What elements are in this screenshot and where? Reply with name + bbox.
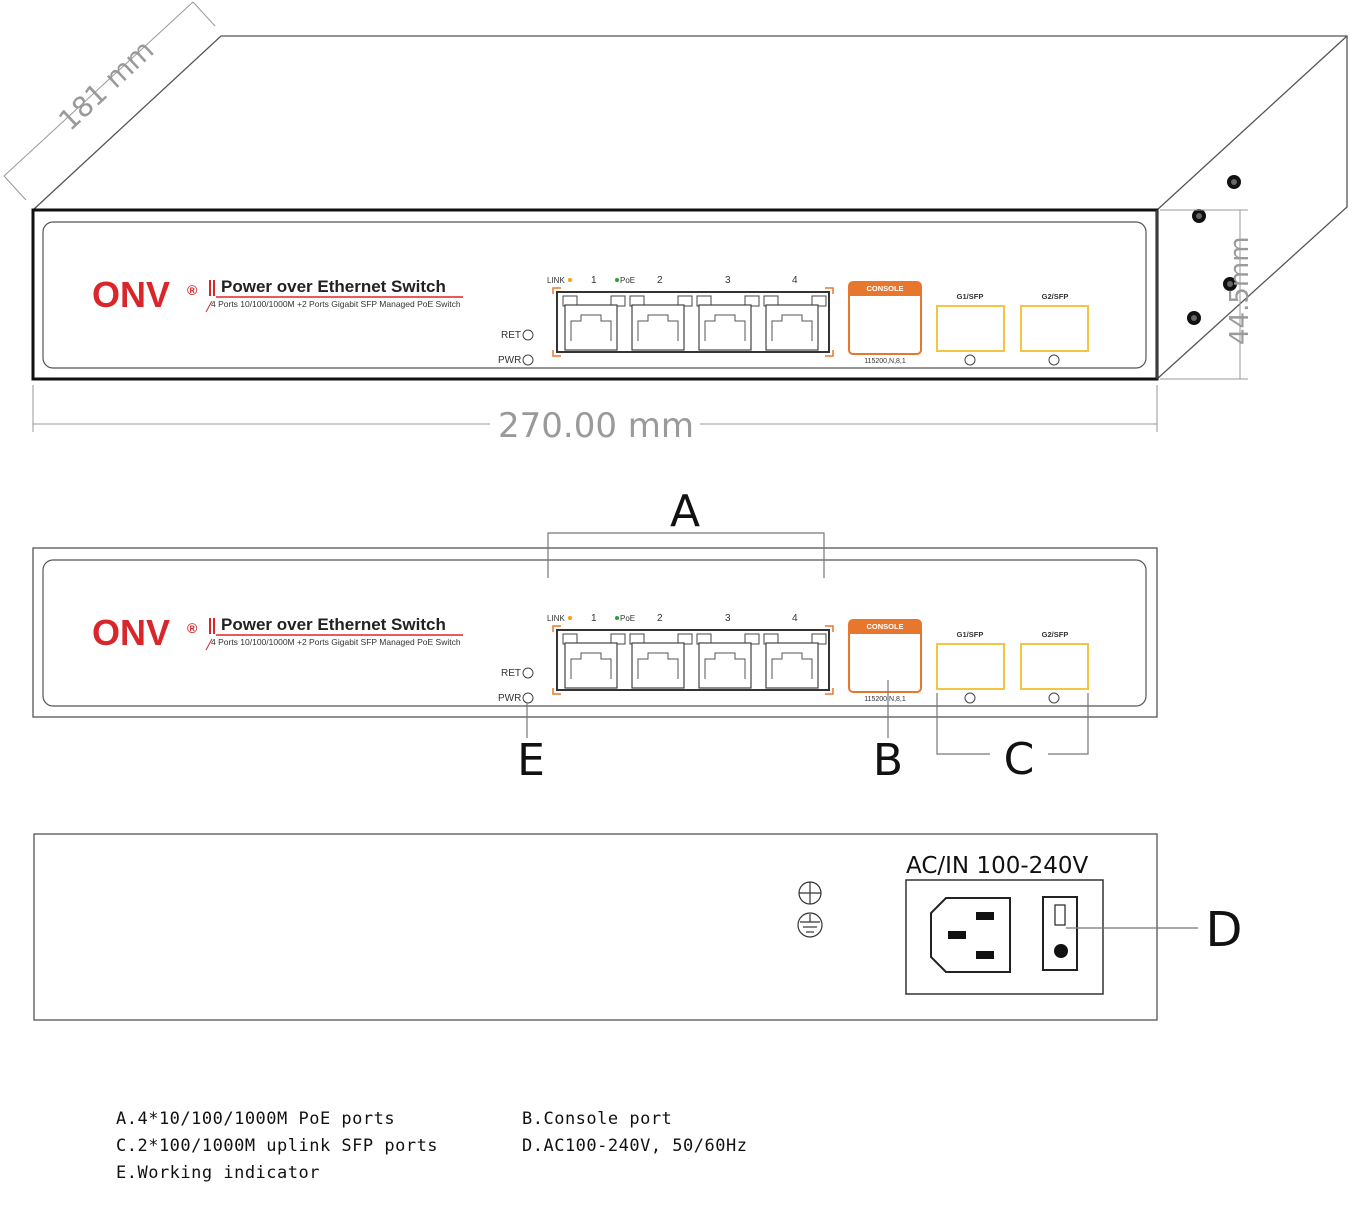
callout-c: C [1003, 734, 1035, 785]
callout-e: E [517, 735, 545, 786]
legend-e: E.Working indicator [116, 1163, 320, 1183]
svg-text:G1/SFP: G1/SFP [956, 630, 984, 639]
svg-text:RET: RET [501, 668, 521, 679]
console-baud: 115200,N,8,1 [864, 358, 906, 365]
svg-text:ONV: ONV [92, 612, 171, 653]
isometric-view [4, 2, 1347, 446]
legend-c: C.2*100/1000M uplink SFP ports [116, 1136, 439, 1156]
callout-d: D [1205, 902, 1243, 958]
svg-text:Power over Ethernet Switch: Power over Ethernet Switch [221, 615, 446, 634]
svg-text:1: 1 [591, 613, 597, 624]
svg-text:1: 1 [591, 275, 597, 286]
svg-text:®: ® [187, 620, 198, 636]
svg-text:LINK: LINK [547, 614, 565, 623]
ret-label: RET [501, 330, 521, 341]
brand-logo: ONV [92, 274, 171, 315]
svg-text:4 Ports 10/100/1000M +2 Ports: 4 Ports 10/100/1000M +2 Ports Gigabit SFP Managed PoE Switch [211, 637, 461, 647]
svg-text:G2/SFP: G2/SFP [1041, 630, 1069, 639]
ac-power-socket [931, 898, 1010, 972]
pwr-label: PWR [498, 355, 522, 366]
callout-a: A [669, 486, 701, 537]
console-label: CONSOLE [866, 284, 904, 293]
height-dimension-label: 44.5mm [1225, 236, 1255, 345]
callout-b: B [872, 735, 904, 786]
sfp2-label: G2/SFP [1041, 292, 1069, 301]
svg-text:PWR: PWR [498, 693, 522, 704]
svg-text:®: ® [187, 282, 198, 298]
panel-title: Power over Ethernet Switch [221, 277, 446, 296]
front-view [33, 486, 1157, 786]
svg-text:3: 3 [725, 613, 731, 624]
poe-label: PoE [620, 276, 636, 285]
svg-text:2: 2 [657, 613, 663, 624]
svg-text:4: 4 [792, 275, 798, 286]
legend-d: D.AC100-240V, 50/60Hz [522, 1136, 748, 1156]
svg-text:PoE: PoE [620, 614, 636, 623]
depth-dimension-label: 181 mm [52, 33, 161, 138]
svg-text:CONSOLE: CONSOLE [866, 622, 904, 631]
width-dimension-label: 270.00 mm [497, 406, 695, 446]
panel-subtitle: 4 Ports 10/100/1000M +2 Ports Gigabit SFP Managed PoE Switch [211, 299, 461, 309]
power-input-label: AC/IN 100-240V [906, 853, 1089, 879]
sfp1-label: G1/SFP [956, 292, 984, 301]
svg-text:115200,N,8,1: 115200,N,8,1 [864, 696, 906, 703]
legend-a: A.4*10/100/1000M PoE ports [116, 1109, 396, 1129]
link-label: LINK [547, 276, 565, 285]
svg-text:2: 2 [657, 275, 663, 286]
svg-text:3: 3 [725, 275, 731, 286]
legend-b: B.Console port [522, 1109, 673, 1129]
rear-view [34, 834, 1242, 1020]
svg-text:4: 4 [792, 613, 798, 624]
